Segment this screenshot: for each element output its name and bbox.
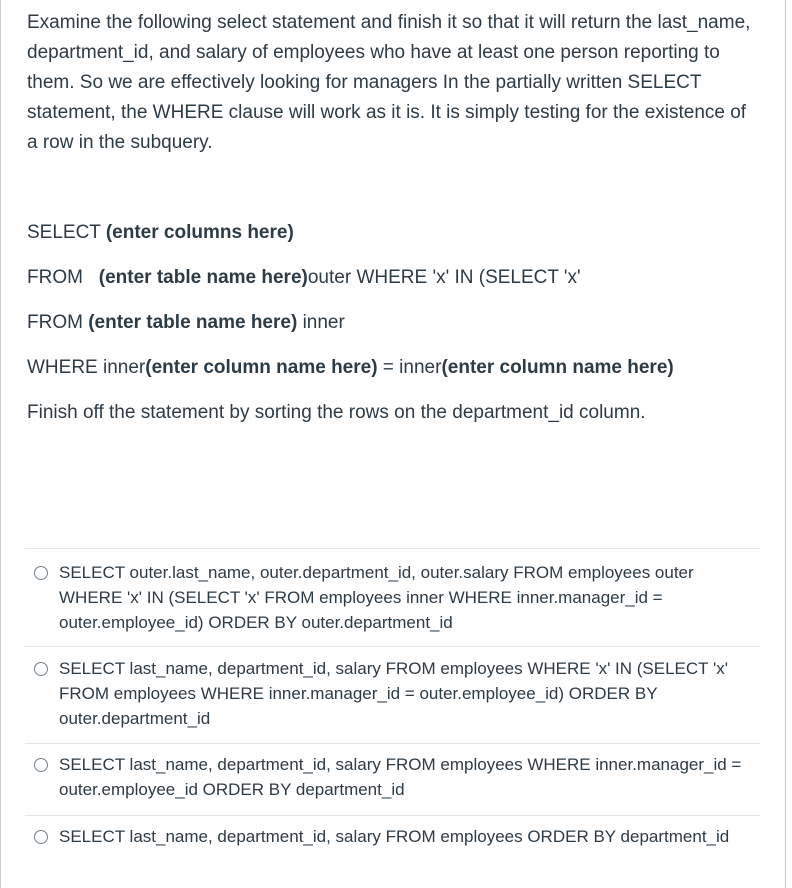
column-placeholder-right: (enter column name here) [441,357,674,378]
table-placeholder-outer: (enter table name here) [98,267,308,288]
from-keyword-inner: FROM [27,312,89,333]
column-placeholder-left: (enter column name here) [145,357,378,378]
statement-line-where [27,355,674,381]
answer-text: SELECT last_name, department_id, salary FROM employees ORDER BY department_id [59,827,730,846]
answer-text: SELECT last_name, department_id, salary FROM employees WHERE inner.manager_id = outer.employee_id ORDER BY department_id [59,755,742,799]
answer-options [25,548,760,875]
answer-option-2[interactable] [25,646,760,743]
statement-line-from-inner [27,310,345,336]
answer-option-3[interactable] [25,743,760,815]
inner-alias: inner [297,312,345,333]
equals-inner: = inner [377,357,442,378]
select-keyword: SELECT [27,222,106,243]
radio-button[interactable] [34,830,48,844]
radio-button[interactable] [34,566,48,580]
where-keyword: WHERE inner [27,357,146,378]
statement-line-select [27,220,294,246]
statement-line-from-outer [27,265,581,291]
radio-button[interactable] [34,662,48,676]
from-keyword: FROM [27,267,99,288]
answer-text: SELECT last_name, department_id, salary FROM employees WHERE 'x' IN (SELECT 'x' FROM employees WHERE inner.manager_id = outer.employee_id) ORDER BY outer.department_id [59,659,728,728]
columns-placeholder: (enter columns here) [105,222,294,243]
answer-text: SELECT outer.last_name, outer.department_id, outer.salary FROM employees outer WHERE 'x' IN (SELECT 'x' FROM employees inner WHERE inner.manager_id = outer.employee_id) ORDER BY outer.department_id [59,563,694,632]
question-prompt: Examine the following select statement and finish it so that it will return the last_name, department_id, and salary of employees who have at least one person reporting to them. So we are effectively looking for managers In the partially written SELECT statement, the WHERE clause will work as it is. It is simply testing for the existence of a row in the subquery. [27,12,751,153]
instruction-text: Finish off the statement by sorting the rows on the department_id column. [27,402,646,423]
answer-option-1[interactable] [25,548,760,646]
answer-option-4[interactable] [25,815,760,875]
outer-where-clause: outer WHERE 'x' IN (SELECT 'x' [307,267,581,288]
radio-button[interactable] [34,758,48,772]
table-placeholder-inner: (enter table name here) [88,312,298,333]
